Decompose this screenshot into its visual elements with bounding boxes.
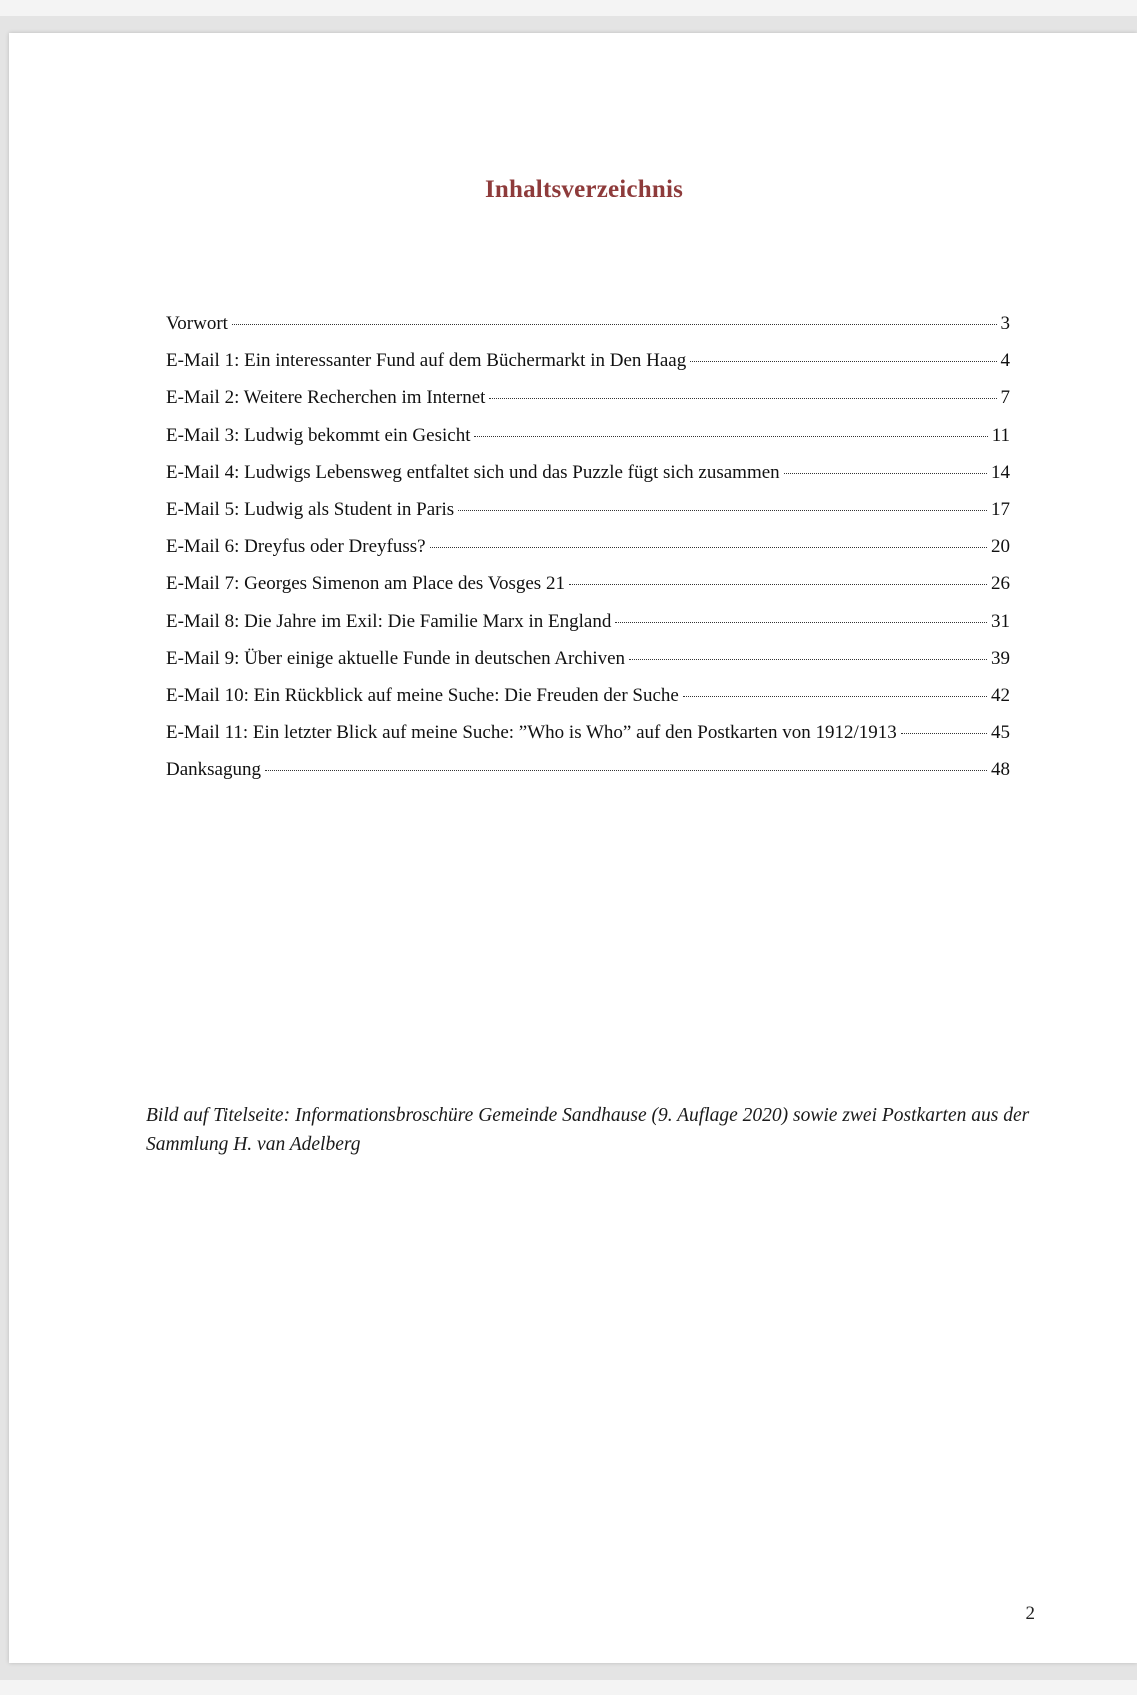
toc-entry-label: Danksagung — [166, 759, 261, 781]
toc-entry[interactable] — [166, 759, 1010, 796]
toc-entry[interactable] — [166, 648, 1010, 685]
toc-entry-page: 7 — [1000, 387, 1010, 409]
page-title: Inhaltsverzeichnis — [484, 176, 684, 203]
toc-dot-leader — [683, 696, 987, 697]
toc-entry-label: E-Mail 3: Ludwig bekommt ein Gesicht — [166, 424, 471, 446]
toc-dot-leader — [430, 547, 987, 548]
toc-dot-leader — [690, 361, 996, 362]
toc-dot-leader — [615, 622, 987, 623]
toc-entry[interactable] — [166, 499, 1010, 536]
viewer-top-edge — [0, 0, 1137, 16]
toc-entry-page: 11 — [991, 424, 1010, 446]
toc-entry[interactable] — [166, 536, 1010, 573]
toc-dot-leader — [901, 733, 987, 734]
toc-entry-label: E-Mail 1: Ein interessanter Fund auf dem Büchermarkt in Den Haag — [166, 350, 687, 372]
toc-entry-page: 31 — [991, 610, 1010, 632]
toc-entry-label: Vorwort — [166, 313, 228, 334]
toc-entry-page: 26 — [991, 573, 1010, 595]
toc-dot-leader — [474, 436, 987, 437]
cover-image-caption: Bild auf Titelseite: Informationsbroschüre Gemeinde Sandhause (9. Auflage 2020) sowie zwei Postkarten aus der Sammlung H. van Adelberg — [146, 1105, 1030, 1155]
toc-entry-label: E-Mail 10: Ein Rückblick auf meine Suche: Die Freuden der Suche — [166, 684, 679, 706]
toc-entry-page: 45 — [991, 722, 1010, 744]
toc-entry-page: 42 — [991, 684, 1010, 706]
viewer-bottom-edge — [0, 1680, 1137, 1695]
toc-entry-label: E-Mail 2: Weitere Recherchen im Internet — [166, 387, 486, 409]
toc-entry-page: 14 — [991, 461, 1010, 483]
toc-entry-page: 3 — [1000, 313, 1010, 334]
toc-entry-label: E-Mail 5: Ludwig als Student in Paris — [166, 498, 455, 520]
toc-entry-page: 4 — [1000, 350, 1010, 372]
toc-entry-page: 48 — [991, 759, 1010, 781]
toc-dot-leader — [629, 659, 987, 660]
toc-entry-label: E-Mail 7: Georges Simenon am Place des Vosges 21 — [166, 573, 565, 595]
toc-dot-leader — [265, 770, 987, 771]
toc-entry-page: 20 — [991, 536, 1010, 558]
toc-entry[interactable] — [166, 313, 1010, 350]
toc-entry[interactable] — [166, 722, 1010, 759]
toc-entry[interactable] — [166, 685, 1010, 722]
toc-entry[interactable] — [166, 350, 1010, 387]
toc-entry-page: 39 — [991, 647, 1010, 669]
toc-dot-leader — [458, 510, 987, 511]
toc-entry-page: 17 — [991, 498, 1010, 520]
toc-entry-label: E-Mail 9: Über einige aktuelle Funde in deutschen Archiven — [166, 647, 626, 669]
toc-entry[interactable] — [166, 387, 1010, 424]
toc-dot-leader — [232, 324, 997, 325]
toc-entry[interactable] — [166, 611, 1010, 648]
toc-dot-leader — [489, 398, 996, 399]
toc-dot-leader — [784, 473, 987, 474]
toc-dot-leader — [569, 584, 987, 585]
toc-entry[interactable] — [166, 462, 1010, 499]
toc-entry-label: E-Mail 8: Die Jahre im Exil: Die Familie Marx in England — [166, 610, 612, 632]
page-number: 2 — [1025, 1603, 1035, 1624]
document-page — [9, 33, 1137, 1663]
toc-entry-label: E-Mail 11: Ein letzter Blick auf meine Suche: ”Who is Who” auf den Postkarten von 1912/1913 — [166, 722, 897, 744]
toc-entry[interactable] — [166, 573, 1010, 610]
toc-entry[interactable] — [166, 425, 1010, 462]
table-of-contents — [166, 313, 1010, 796]
toc-entry-label: E-Mail 4: Ludwigs Lebensweg entfaltet sich und das Puzzle fügt sich zusammen — [166, 461, 780, 483]
toc-entry-label: E-Mail 6: Dreyfus oder Dreyfuss? — [166, 536, 426, 558]
